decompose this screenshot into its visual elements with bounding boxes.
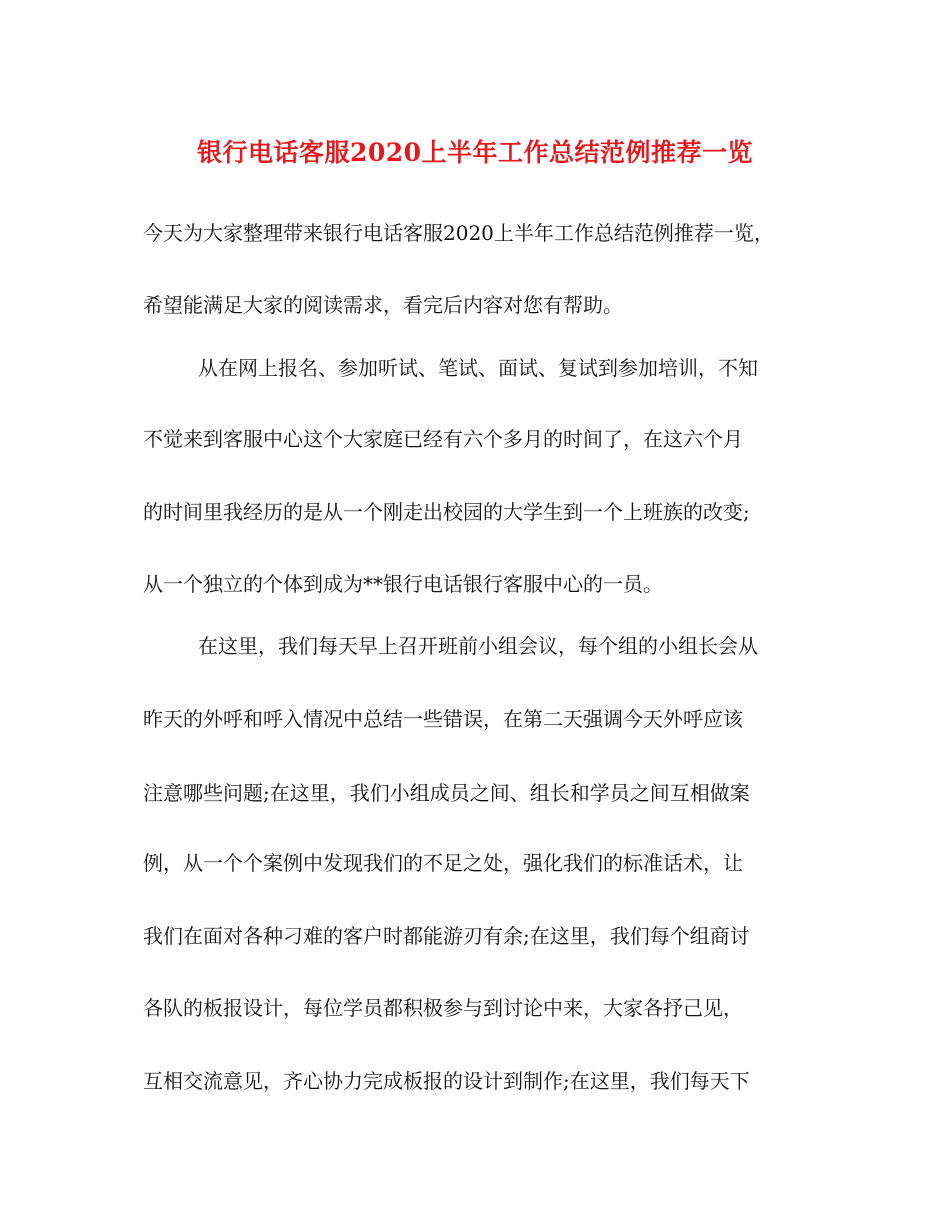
- body-line: 我们在面对各种刁难的客户时都能游刃有余;在这里，我们每个组商讨: [143, 924, 750, 948]
- body-line: 各队的板报设计，每位学员都积极参与到讨论中来，大家各抒己见，: [143, 996, 743, 1020]
- body-line: 从在网上报名、参加听试、笔试、面试、复试到参加培训，不知: [198, 356, 758, 380]
- body-line: 希望能满足大家的阅读需求，看完后内容对您有帮助。: [143, 293, 623, 317]
- body-line: 在这里，我们每天早上召开班前小组会议，每个组的小组长会从: [198, 634, 758, 658]
- body-line: 的时间里我经历的是从一个刚走出校园的大学生到一个上班族的改变;: [143, 500, 750, 524]
- body-line: 今天为大家整理带来银行电话客服2020上半年工作总结范例推荐一览，: [143, 221, 774, 245]
- body-line: 例，从一个个案例中发现我们的不足之处，强化我们的标准话术，让: [143, 851, 743, 875]
- document-title: 银行电话客服2020上半年工作总结范例推荐一览: [196, 138, 754, 167]
- body-line: 不觉来到客服中心这个大家庭已经有六个多月的时间了，在这六个月: [143, 427, 743, 451]
- body-line: 互相交流意见，齐心协力完成板报的设计到制作;在这里，我们每天下: [143, 1069, 750, 1093]
- body-line: 昨天的外呼和呼入情况中总结一些错误，在第二天强调今天外呼应该: [143, 707, 743, 731]
- body-line: 注意哪些问题;在这里，我们小组成员之间、组长和学员之间互相做案: [143, 781, 750, 805]
- body-line: 从一个独立的个体到成为**银行电话银行客服中心的一员。: [143, 572, 663, 596]
